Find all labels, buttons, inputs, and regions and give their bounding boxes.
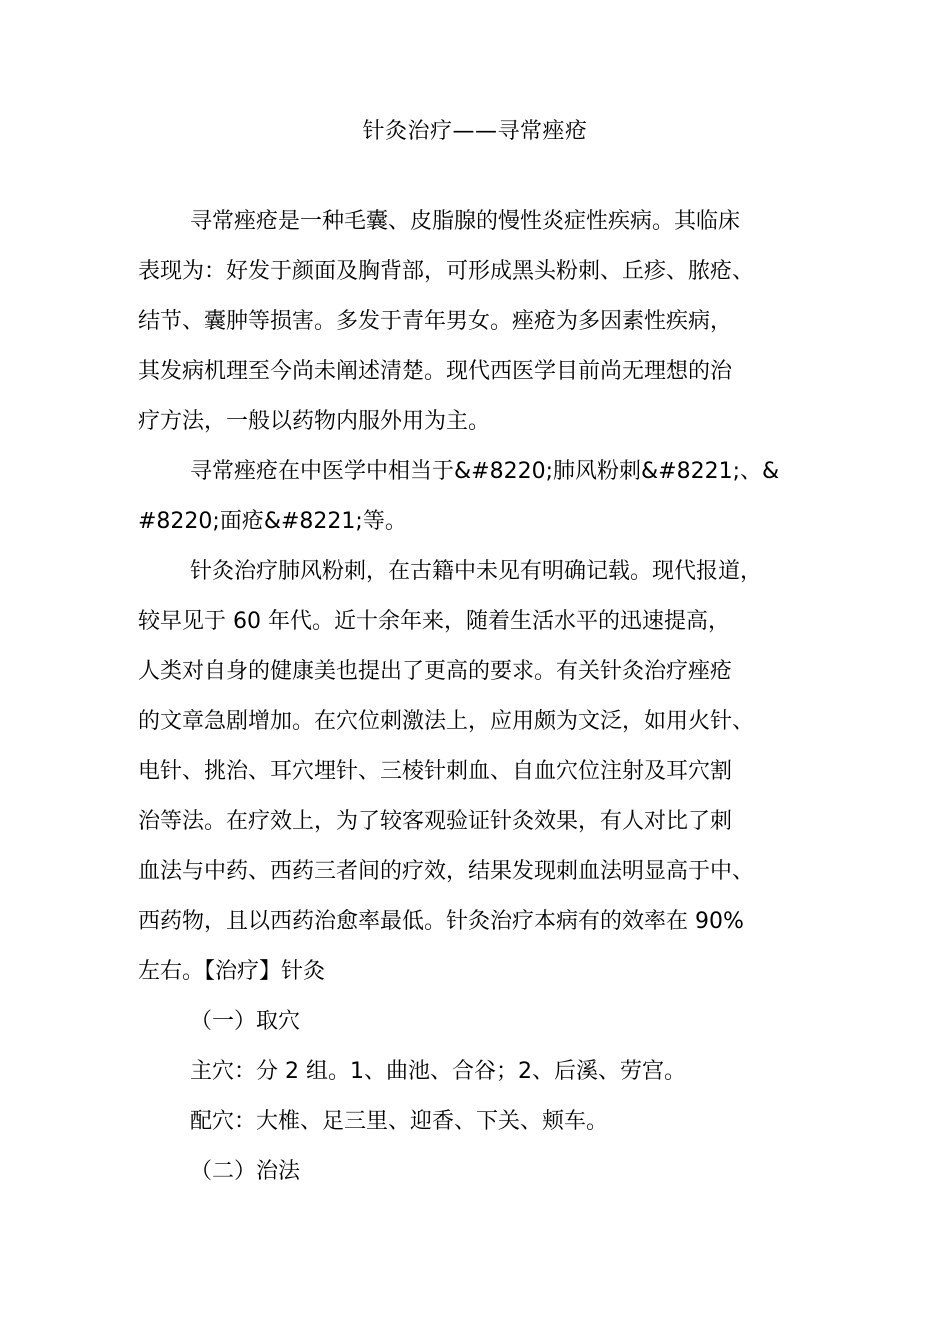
paragraph-line: 的文章急剧增加。在穴位刺激法上，应用颇为文泛，如用火针、 — [138, 709, 755, 734]
paragraph-line: 寻常痤疮是一种毛囊、皮脂腺的慢性炎症性疾病。其临床 — [190, 209, 741, 234]
paragraph-line: 配穴：大椎、足三里、迎香、下关、颊车。 — [190, 1109, 609, 1134]
paragraph-line: 左右。【治疗】针灸 — [138, 959, 326, 984]
paragraph-line: 治等法。在疗效上，为了较客观验证针灸效果，有人对比了刺 — [138, 809, 733, 834]
section-heading: （一）取穴 — [190, 1009, 301, 1034]
document-body — [138, 197, 818, 1197]
document-title: 针灸治疗——寻常痤疮 — [362, 119, 588, 144]
paragraph-line: 较早见于 60 年代。近十余年来，随着生活水平的迅速提高， — [138, 609, 730, 634]
paragraph-line: 人类对自身的健康美也提出了更高的要求。有关针灸治疗痤疮 — [138, 659, 733, 684]
paragraph-line: 西药物，且以西药治愈率最低。针灸治疗本病有的效率在 90% — [138, 909, 744, 934]
paragraph-line: 结节、囊肿等损害。多发于青年男女。痤疮为多因素性疾病， — [138, 309, 733, 334]
paragraph-line: 血法与中药、西药三者间的疗效，结果发现刺血法明显高于中、 — [138, 859, 755, 884]
paragraph-line: #8220;面疮&#8221;等。 — [138, 509, 407, 534]
paragraph-line: 主穴：分 2 组。1、曲池、合谷；2、后溪、劳宫。 — [190, 1059, 686, 1084]
paragraph-line: 疗方法，一般以药物内服外用为主。 — [138, 409, 491, 434]
paragraph-line: 电针、挑治、耳穴埋针、三棱针刺血、自血穴位注射及耳穴割 — [138, 759, 733, 784]
section-heading: （二）治法 — [190, 1159, 301, 1184]
paragraph-line: 针灸治疗肺风粉刺，在古籍中未见有明确记载。现代报道， — [190, 559, 763, 584]
paragraph-line: 表现为：好发于颜面及胸背部，可形成黑头粉刺、丘疹、脓疮、 — [138, 259, 755, 284]
paragraph-line: 其发病机理至今尚未阐述清楚。现代西医学目前尚无理想的治 — [138, 359, 733, 384]
paragraph-line: 寻常痤疮在中医学中相当于&#8220;肺风粉刺&#8221;、& — [190, 459, 780, 484]
